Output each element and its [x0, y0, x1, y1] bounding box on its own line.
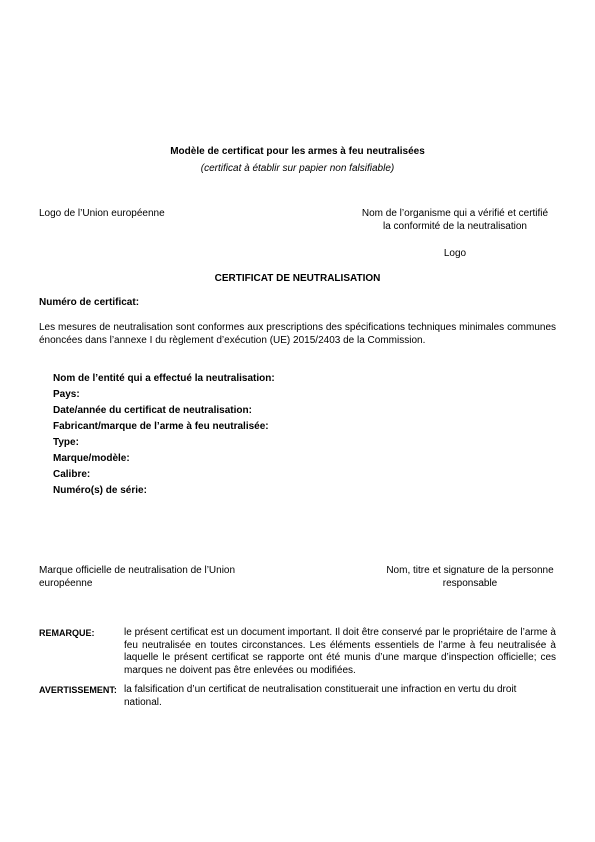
intro-paragraph: Les mesures de neutralisation sont conformes aux prescriptions des spécifications techniques minimales communes énoncées dans l’annexe I du règlement d’exécution (UE) 2015/2403 de la Commission. [39, 322, 556, 346]
field-certificate-date: Date/année du certificat de neutralisation: [53, 405, 252, 416]
field-calibre: Calibre: [53, 469, 91, 480]
organisation-name-placeholder: Nom de l’organisme qui a vérifié et certifié la conformité de la neutralisation [361, 208, 549, 232]
warning-label: AVERTISSEMENT: [39, 685, 117, 695]
document-title: Modèle de certificat pour les armes à feu neutralisées [170, 146, 425, 157]
official-mark-placeholder: Marque officielle de neutralisation de l’Union européenne [39, 565, 236, 589]
organisation-logo-placeholder: Logo [443, 248, 467, 259]
warning-note [39, 684, 556, 709]
remark-text: le présent certificat est un document important. Il doit être conservé par le propriétaire de l’arme à feu neutralisée en toutes circonstances. Les éléments essentiels de l’arme à feu neutralisée à laquelle le présent certificat se rapporte ont été munis d’une marque d’inspection officielle; ces marques ne doivent pas être enlevées ou modifiées. [124, 627, 556, 676]
signature-placeholder: Nom, titre et signature de la personne responsable [386, 565, 554, 589]
field-make-model: Marque/modèle: [53, 453, 130, 464]
document-subtitle: (certificat à établir sur papier non falsifiable) [200, 163, 395, 174]
field-manufacturer: Fabricant/marque de l’arme à feu neutralisée: [53, 421, 269, 432]
remark-note [39, 627, 556, 677]
field-serial-numbers: Numéro(s) de série: [53, 485, 147, 496]
certificate-number-label: Numéro de certificat: [39, 297, 140, 308]
eu-logo-placeholder: Logo de l’Union européenne [39, 208, 165, 219]
remark-label: REMARQUE: [39, 628, 95, 638]
field-list [53, 373, 275, 501]
field-country: Pays: [53, 389, 80, 400]
field-type: Type: [53, 437, 79, 448]
certificate-title: CERTIFICAT DE NEUTRALISATION [214, 273, 381, 284]
field-entity-name: Nom de l’entité qui a effectué la neutralisation: [53, 373, 275, 384]
warning-text: la falsification d’un certificat de neutralisation constituerait une infraction en vertu du droit national. [124, 684, 517, 708]
